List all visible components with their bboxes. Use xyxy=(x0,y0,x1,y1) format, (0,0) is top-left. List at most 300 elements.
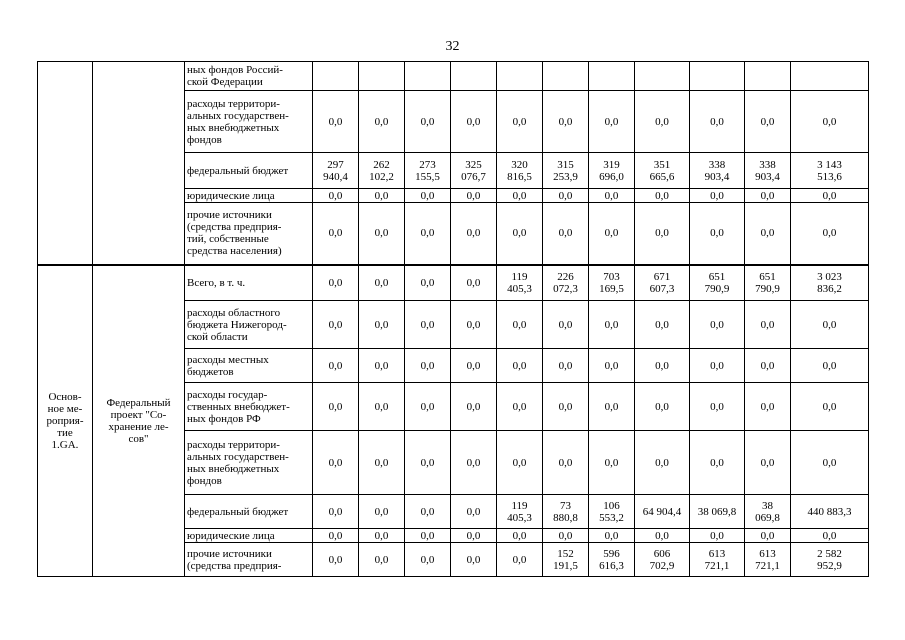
value-cell-text: 0,0 xyxy=(374,529,389,542)
value-cell-text: 0,0 xyxy=(420,227,435,240)
value-cell-text: 0,0 xyxy=(374,456,389,469)
value-cell-text: 0,0 xyxy=(374,505,389,518)
value-cell-text: 0,0 xyxy=(822,359,837,372)
value-cell-text: 0,0 xyxy=(760,318,775,331)
value-cell xyxy=(543,203,589,265)
value-cell-text: 0,0 xyxy=(822,529,837,542)
value-cell-text: 0,0 xyxy=(420,276,435,289)
value-cell-text: 64 904,4 xyxy=(642,505,682,518)
value-cell xyxy=(405,265,451,301)
value-cell-text: 0,0 xyxy=(466,529,481,542)
value-cell-text: 0,0 xyxy=(374,189,389,202)
value-cell-text: 152 191,5 xyxy=(553,547,578,572)
value-cell xyxy=(635,265,690,301)
value-cell xyxy=(497,431,543,495)
value-cell xyxy=(543,529,589,543)
value-cell xyxy=(359,543,405,577)
value-cell xyxy=(451,543,497,577)
value-cell-text: 0,0 xyxy=(512,227,527,240)
value-cell-text: 440 883,3 xyxy=(807,505,852,518)
value-cell xyxy=(589,431,635,495)
value-cell-text: 0,0 xyxy=(604,189,619,202)
value-cell-text: 325 076,7 xyxy=(461,158,486,183)
value-cell xyxy=(451,495,497,529)
value-cell-text: 0,0 xyxy=(655,115,669,128)
value-cell-text: 0,0 xyxy=(328,276,343,289)
value-cell-text: 0,0 xyxy=(760,359,775,372)
value-cell-text: 0,0 xyxy=(328,400,343,413)
value-cell xyxy=(313,543,359,577)
value-cell xyxy=(589,529,635,543)
value-cell xyxy=(451,349,497,383)
value-cell xyxy=(497,543,543,577)
source-label-text: расходы областного бюджета Нижегород- ской области xyxy=(187,306,287,343)
value-cell-text: 0,0 xyxy=(420,553,435,566)
value-cell-text: 0,0 xyxy=(466,189,481,202)
value-cell xyxy=(313,189,359,203)
value-cell xyxy=(690,543,745,577)
project-cell-empty xyxy=(93,62,185,265)
source-label xyxy=(185,383,313,431)
value-cell-text: 0,0 xyxy=(420,529,435,542)
value-cell-text: 0,0 xyxy=(466,318,481,331)
value-cell xyxy=(405,543,451,577)
value-cell-text: 351 665,6 xyxy=(649,158,675,183)
source-label-text: Всего, в т. ч. xyxy=(187,276,246,289)
value-cell-text: 0,0 xyxy=(420,359,435,372)
value-cell xyxy=(451,431,497,495)
value-cell xyxy=(313,495,359,529)
value-cell xyxy=(405,91,451,153)
value-cell xyxy=(791,265,869,301)
value-cell-text: 0,0 xyxy=(512,529,527,542)
source-label xyxy=(185,265,313,301)
value-cell xyxy=(690,153,745,189)
source-label xyxy=(185,301,313,349)
value-cell-text: 273 155,5 xyxy=(415,158,440,183)
value-cell xyxy=(745,189,791,203)
value-cell xyxy=(543,383,589,431)
source-label xyxy=(185,349,313,383)
value-cell-text: 0,0 xyxy=(604,529,619,542)
value-cell-text: 297 940,4 xyxy=(323,158,348,183)
value-cell-text: 320 816,5 xyxy=(507,158,532,183)
value-cell xyxy=(745,495,791,529)
value-cell-text: 319 696,0 xyxy=(599,158,624,183)
value-cell-text: 0,0 xyxy=(760,400,775,413)
value-cell xyxy=(359,265,405,301)
value-cell-text: 671 607,3 xyxy=(649,270,675,295)
value-cell xyxy=(359,431,405,495)
value-cell xyxy=(451,153,497,189)
value-cell xyxy=(497,265,543,301)
source-label-text: расходы территори- альных государствен- ных внебюджетных фондов xyxy=(187,438,289,487)
value-cell xyxy=(690,495,745,529)
value-cell xyxy=(313,62,359,91)
value-cell-text: 0,0 xyxy=(466,400,481,413)
value-cell-text: 0,0 xyxy=(328,227,343,240)
value-cell-text: 0,0 xyxy=(420,400,435,413)
value-cell xyxy=(589,265,635,301)
value-cell xyxy=(690,383,745,431)
value-cell xyxy=(405,189,451,203)
value-cell-text: 0,0 xyxy=(655,456,669,469)
source-label-text: юридические лица xyxy=(187,189,275,202)
value-cell xyxy=(543,543,589,577)
value-cell xyxy=(359,529,405,543)
value-cell-text: 338 903,4 xyxy=(755,158,780,183)
value-cell-text: 0,0 xyxy=(466,359,481,372)
value-cell-text: 0,0 xyxy=(558,318,573,331)
value-cell xyxy=(359,91,405,153)
value-cell-text: 0,0 xyxy=(374,359,389,372)
value-cell xyxy=(543,62,589,91)
value-cell-text: 0,0 xyxy=(328,529,343,542)
value-cell-text: 0,0 xyxy=(466,505,481,518)
source-label-text: прочие источники (средства предприя- тий, собственные средства населения) xyxy=(187,209,282,258)
value-cell xyxy=(745,203,791,265)
value-cell-text: 0,0 xyxy=(512,553,527,566)
value-cell-text: 651 790,9 xyxy=(704,270,730,295)
value-cell-text: 119 405,3 xyxy=(507,270,532,295)
source-label-text: прочие источники (средства предприя- xyxy=(187,547,282,572)
value-cell xyxy=(313,265,359,301)
value-cell xyxy=(543,301,589,349)
value-cell xyxy=(635,153,690,189)
value-cell xyxy=(451,301,497,349)
value-cell-text: 262 102,2 xyxy=(369,158,394,183)
value-cell xyxy=(543,91,589,153)
source-label-text: федеральный бюджет xyxy=(187,505,289,518)
value-cell xyxy=(359,383,405,431)
value-cell-text: 0,0 xyxy=(604,115,619,128)
value-cell xyxy=(690,265,745,301)
value-cell xyxy=(497,203,543,265)
value-cell-text: 0,0 xyxy=(604,400,619,413)
value-cell-text: 0,0 xyxy=(328,553,343,566)
value-cell xyxy=(405,203,451,265)
value-cell-text: 106 553,2 xyxy=(599,499,624,524)
value-cell-text: 0,0 xyxy=(822,189,837,202)
value-cell xyxy=(451,529,497,543)
value-cell xyxy=(543,495,589,529)
value-cell-text: 0,0 xyxy=(558,189,573,202)
value-cell xyxy=(589,383,635,431)
value-cell-text: 0,0 xyxy=(655,359,669,372)
value-cell xyxy=(690,431,745,495)
source-label xyxy=(185,203,313,265)
value-cell-text: 0,0 xyxy=(374,227,389,240)
source-label-text: расходы государ- ственных внебюджет- ных фондов РФ xyxy=(187,388,290,425)
value-cell-text: 0,0 xyxy=(822,115,837,128)
value-cell-text: 0,0 xyxy=(760,227,775,240)
value-cell xyxy=(745,543,791,577)
value-cell-text: 0,0 xyxy=(512,115,527,128)
value-cell xyxy=(589,543,635,577)
value-cell xyxy=(405,529,451,543)
value-cell xyxy=(635,189,690,203)
source-label xyxy=(185,529,313,543)
value-cell-text: 651 790,9 xyxy=(755,270,780,295)
value-cell xyxy=(313,153,359,189)
value-cell xyxy=(405,383,451,431)
value-cell-text: 0,0 xyxy=(420,456,435,469)
value-cell-text: 0,0 xyxy=(328,189,343,202)
value-cell-text: 0,0 xyxy=(558,456,573,469)
value-cell xyxy=(497,383,543,431)
value-cell xyxy=(791,529,869,543)
value-cell-text: 0,0 xyxy=(655,318,669,331)
value-cell-text: 0,0 xyxy=(466,227,481,240)
value-cell xyxy=(543,349,589,383)
value-cell-text: 3 143 513,6 xyxy=(817,158,842,183)
value-cell xyxy=(745,265,791,301)
value-cell-text: 0,0 xyxy=(710,456,724,469)
value-cell-text: 0,0 xyxy=(374,318,389,331)
value-cell xyxy=(359,301,405,349)
value-cell-text: 0,0 xyxy=(604,456,619,469)
value-cell-text: 0,0 xyxy=(512,359,527,372)
value-cell xyxy=(791,301,869,349)
value-cell xyxy=(690,62,745,91)
event-name-cell-text: Основ- ное ме- роприя- тие 1.GA. xyxy=(46,390,84,451)
value-cell xyxy=(589,91,635,153)
source-label xyxy=(185,495,313,529)
value-cell xyxy=(497,349,543,383)
value-cell xyxy=(589,495,635,529)
value-cell xyxy=(589,301,635,349)
value-cell-text: 0,0 xyxy=(710,189,724,202)
value-cell-text: 0,0 xyxy=(604,318,619,331)
table-row xyxy=(38,265,869,301)
value-cell-text: 0,0 xyxy=(655,189,669,202)
value-cell xyxy=(451,265,497,301)
value-cell-text: 0,0 xyxy=(466,115,481,128)
value-cell xyxy=(635,349,690,383)
value-cell xyxy=(635,543,690,577)
page-number: 32 xyxy=(445,39,460,54)
value-cell-text: 0,0 xyxy=(512,456,527,469)
value-cell-text: 0,0 xyxy=(655,529,669,542)
value-cell-text: 613 721,1 xyxy=(755,547,780,572)
value-cell xyxy=(313,383,359,431)
value-cell xyxy=(451,203,497,265)
value-cell-text: 0,0 xyxy=(466,276,481,289)
value-cell-text: 0,0 xyxy=(558,227,573,240)
value-cell xyxy=(635,431,690,495)
value-cell xyxy=(543,265,589,301)
value-cell-text: 0,0 xyxy=(558,529,573,542)
value-cell xyxy=(635,529,690,543)
value-cell xyxy=(313,301,359,349)
value-cell-text: 0,0 xyxy=(760,529,775,542)
value-cell-text: 613 721,1 xyxy=(704,547,730,572)
value-cell-text: 2 582 952,9 xyxy=(817,547,842,572)
value-cell-text: 38 069,8 xyxy=(697,505,737,518)
event-name-cell xyxy=(38,265,93,577)
source-label xyxy=(185,543,313,577)
value-cell xyxy=(589,203,635,265)
value-cell-text: 0,0 xyxy=(374,553,389,566)
value-cell xyxy=(791,62,869,91)
value-cell xyxy=(589,153,635,189)
value-cell-text: 0,0 xyxy=(512,318,527,331)
value-cell-text: 0,0 xyxy=(710,318,724,331)
value-cell-text: 38 069,8 xyxy=(755,499,780,524)
value-cell-text: 0,0 xyxy=(604,227,619,240)
value-cell xyxy=(745,349,791,383)
value-cell-text: 73 880,8 xyxy=(553,499,578,524)
value-cell-text: 0,0 xyxy=(760,189,775,202)
value-cell-text: 0,0 xyxy=(328,115,343,128)
value-cell xyxy=(359,62,405,91)
value-cell-text: 0,0 xyxy=(374,276,389,289)
value-cell xyxy=(791,91,869,153)
value-cell xyxy=(497,62,543,91)
value-cell-text: 0,0 xyxy=(760,456,775,469)
value-cell xyxy=(451,62,497,91)
value-cell xyxy=(745,431,791,495)
value-cell xyxy=(690,301,745,349)
value-cell xyxy=(635,495,690,529)
value-cell xyxy=(405,431,451,495)
value-cell-text: 0,0 xyxy=(710,359,724,372)
value-cell xyxy=(359,495,405,529)
value-cell xyxy=(690,349,745,383)
value-cell-text: 0,0 xyxy=(822,400,837,413)
value-cell-text: 119 405,3 xyxy=(507,499,532,524)
value-cell xyxy=(405,153,451,189)
value-cell xyxy=(405,62,451,91)
value-cell-text: 0,0 xyxy=(512,189,527,202)
source-label-text: расходы территори- альных государствен- ных внебюджетных фондов xyxy=(187,97,289,146)
value-cell xyxy=(791,349,869,383)
value-cell-text: 0,0 xyxy=(558,115,573,128)
source-label-text: юридические лица xyxy=(187,529,275,542)
value-cell xyxy=(359,349,405,383)
value-cell xyxy=(543,431,589,495)
value-cell xyxy=(543,189,589,203)
value-cell-text: 226 072,3 xyxy=(553,270,578,295)
value-cell xyxy=(543,153,589,189)
value-cell-text: 0,0 xyxy=(558,359,573,372)
value-cell-text: 0,0 xyxy=(328,359,343,372)
value-cell-text: 0,0 xyxy=(374,400,389,413)
value-cell xyxy=(589,62,635,91)
value-cell-text: 0,0 xyxy=(558,400,573,413)
value-cell xyxy=(405,349,451,383)
value-cell-text: 0,0 xyxy=(328,318,343,331)
value-cell xyxy=(635,383,690,431)
value-cell xyxy=(791,189,869,203)
value-cell xyxy=(635,301,690,349)
value-cell-text: 0,0 xyxy=(328,505,343,518)
source-label xyxy=(185,153,313,189)
value-cell xyxy=(359,203,405,265)
value-cell xyxy=(497,529,543,543)
value-cell xyxy=(405,495,451,529)
value-cell xyxy=(313,529,359,543)
value-cell xyxy=(690,203,745,265)
value-cell-text: 0,0 xyxy=(604,359,619,372)
value-cell xyxy=(745,301,791,349)
value-cell xyxy=(313,203,359,265)
value-cell-text: 0,0 xyxy=(466,553,481,566)
value-cell-text: 0,0 xyxy=(710,529,724,542)
budget-table xyxy=(37,61,869,577)
source-label-text: расходы местных бюджетов xyxy=(187,353,269,378)
value-cell xyxy=(451,189,497,203)
value-cell xyxy=(497,153,543,189)
value-cell xyxy=(690,529,745,543)
source-label xyxy=(185,91,313,153)
value-cell-text: 0,0 xyxy=(655,400,669,413)
value-cell xyxy=(791,203,869,265)
project-name-cell-text: Федеральный проект "Со- хранение ле- сов" xyxy=(106,396,171,445)
value-cell xyxy=(497,91,543,153)
value-cell xyxy=(635,62,690,91)
project-name-cell xyxy=(93,265,185,577)
source-label-text: ных фондов Россий- ской Федерации xyxy=(187,64,283,88)
value-cell-text: 0,0 xyxy=(420,189,435,202)
value-cell-text: 0,0 xyxy=(420,115,435,128)
value-cell xyxy=(791,543,869,577)
value-cell-text: 0,0 xyxy=(420,505,435,518)
source-label xyxy=(185,189,313,203)
value-cell xyxy=(791,383,869,431)
value-cell xyxy=(313,431,359,495)
value-cell xyxy=(745,62,791,91)
value-cell-text: 0,0 xyxy=(512,400,527,413)
table-row xyxy=(38,62,869,91)
value-cell xyxy=(791,153,869,189)
value-cell xyxy=(745,91,791,153)
value-cell-text: 0,0 xyxy=(822,227,837,240)
value-cell-text: 0,0 xyxy=(710,227,724,240)
value-cell xyxy=(690,189,745,203)
value-cell xyxy=(635,203,690,265)
value-cell-text: 0,0 xyxy=(420,318,435,331)
value-cell-text: 0,0 xyxy=(760,115,775,128)
value-cell xyxy=(589,349,635,383)
value-cell xyxy=(497,301,543,349)
value-cell-text: 0,0 xyxy=(655,227,669,240)
value-cell xyxy=(745,383,791,431)
value-cell-text: 0,0 xyxy=(466,456,481,469)
value-cell xyxy=(635,91,690,153)
value-cell xyxy=(791,431,869,495)
value-cell-text: 3 023 836,2 xyxy=(817,270,842,295)
value-cell xyxy=(497,495,543,529)
value-cell xyxy=(745,153,791,189)
value-cell-text: 703 169,5 xyxy=(599,270,624,295)
value-cell xyxy=(690,91,745,153)
value-cell-text: 0,0 xyxy=(710,400,724,413)
source-label-text: федеральный бюджет xyxy=(187,164,289,177)
value-cell xyxy=(791,495,869,529)
value-cell-text: 338 903,4 xyxy=(704,158,730,183)
value-cell xyxy=(497,189,543,203)
value-cell-text: 606 702,9 xyxy=(649,547,675,572)
value-cell-text: 0,0 xyxy=(710,115,724,128)
value-cell-text: 596 616,3 xyxy=(599,547,624,572)
event-cell-empty xyxy=(38,62,93,265)
value-cell-text: 0,0 xyxy=(374,115,389,128)
value-cell xyxy=(405,301,451,349)
value-cell xyxy=(313,91,359,153)
value-cell-text: 0,0 xyxy=(822,318,837,331)
value-cell xyxy=(359,153,405,189)
